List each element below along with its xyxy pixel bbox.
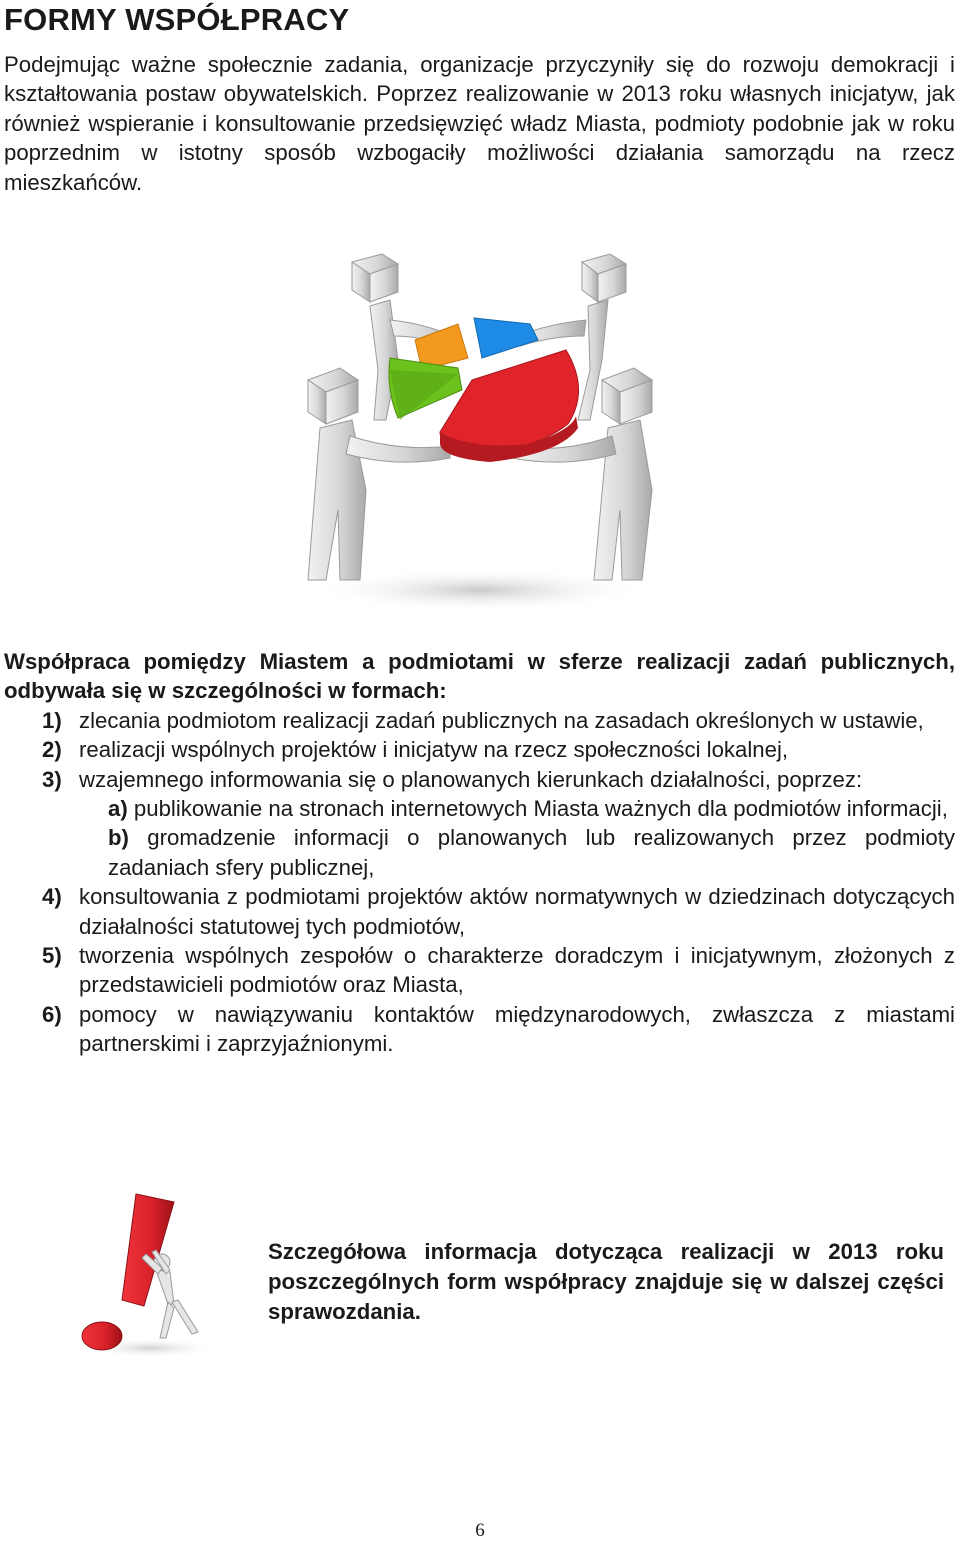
sub-list-item-label: a) [108, 796, 128, 822]
cooperation-forms-section [4, 647, 955, 1059]
people-pie-chart-icon [290, 240, 670, 620]
list-item [4, 735, 955, 764]
exclamation-illustration [70, 1188, 230, 1368]
list-item-number: 3) [42, 766, 62, 792]
list-item-text: tworzenia wspólnych zespołów o charakterze doradczym i inicjatywnym, złożonych z przedstawicieli podmiotów oraz Miasta, [79, 943, 955, 998]
sub-list-item [79, 823, 955, 882]
list-item [4, 941, 955, 1000]
list-item-number: 6) [42, 1001, 62, 1027]
figure-lifting-exclamation-icon [70, 1188, 230, 1368]
list-item-text: realizacji wspólnych projektów i inicjatyw na rzecz społeczności lokalnej, [79, 737, 789, 763]
section-lead: Współpraca pomiędzy Miastem a podmiotami w sferze realizacji zadań publicznych, odbywała się w szczególności w formach: [4, 649, 955, 704]
list-item [4, 882, 955, 941]
list-item [4, 1000, 955, 1059]
list-item [4, 706, 955, 735]
intro-paragraph: Podejmując ważne społecznie zadania, organizacje przyczyniły się do rozwoju demokracji i kształtowania postaw obywatelskich. Poprzez realizowanie w 2013 roku własnych inicjatyw, jak również wspieranie i konsultowanie przedsięwzięć władz Miasta, podmioty podobnie jak w roku poprzednim w istotny sposób wzbogaciły możliwości działania samorządu na rzecz mieszkańców. [4, 52, 955, 195]
list-item-text: konsultowania z podmiotami projektów aktów normatywnych w dziedzinach dotyczących działalności statutowej tych podmiotów, [79, 884, 955, 939]
list-item-text: wzajemnego informowania się o planowanych kierunkach działalności, poprzez: [79, 766, 863, 792]
list-item-number: 5) [42, 943, 62, 969]
sub-list-item-text: publikowanie na stronach internetowych Miasta ważnych dla podmiotów informacji, [133, 796, 948, 822]
sub-list-item-label: b) [108, 825, 129, 851]
list-item-text: pomocy w nawiązywaniu kontaktów międzynarodowych, zwłaszcza z miastami partnerskimi i zaprzyjaźnionymi. [79, 1001, 955, 1057]
page-number: 6 [475, 1520, 485, 1541]
list-item-text: zlecania podmiotom realizacji zadań publicznych na zasadach określonych w ustawie, [79, 707, 924, 733]
summary-note: Szczegółowa informacja dotycząca realizacji w 2013 roku poszczególnych form współpracy znajduje się w dalszej części sprawozdania. [268, 1239, 944, 1324]
forms-list [4, 706, 955, 1059]
list-item-number: 1) [42, 707, 62, 733]
page-title: FORMY WSPÓŁPRACY [4, 2, 350, 37]
sub-list-item-text: gromadzenie informacji o planowanych lub realizowanych przez podmioty zadaniach sfery publicznej, [108, 825, 955, 880]
list-item-number: 2) [42, 737, 62, 763]
sub-list [79, 794, 955, 882]
teamwork-pie-illustration [290, 240, 670, 620]
list-item-number: 4) [42, 884, 62, 910]
list-item [4, 765, 955, 883]
sub-list-item [79, 794, 955, 823]
